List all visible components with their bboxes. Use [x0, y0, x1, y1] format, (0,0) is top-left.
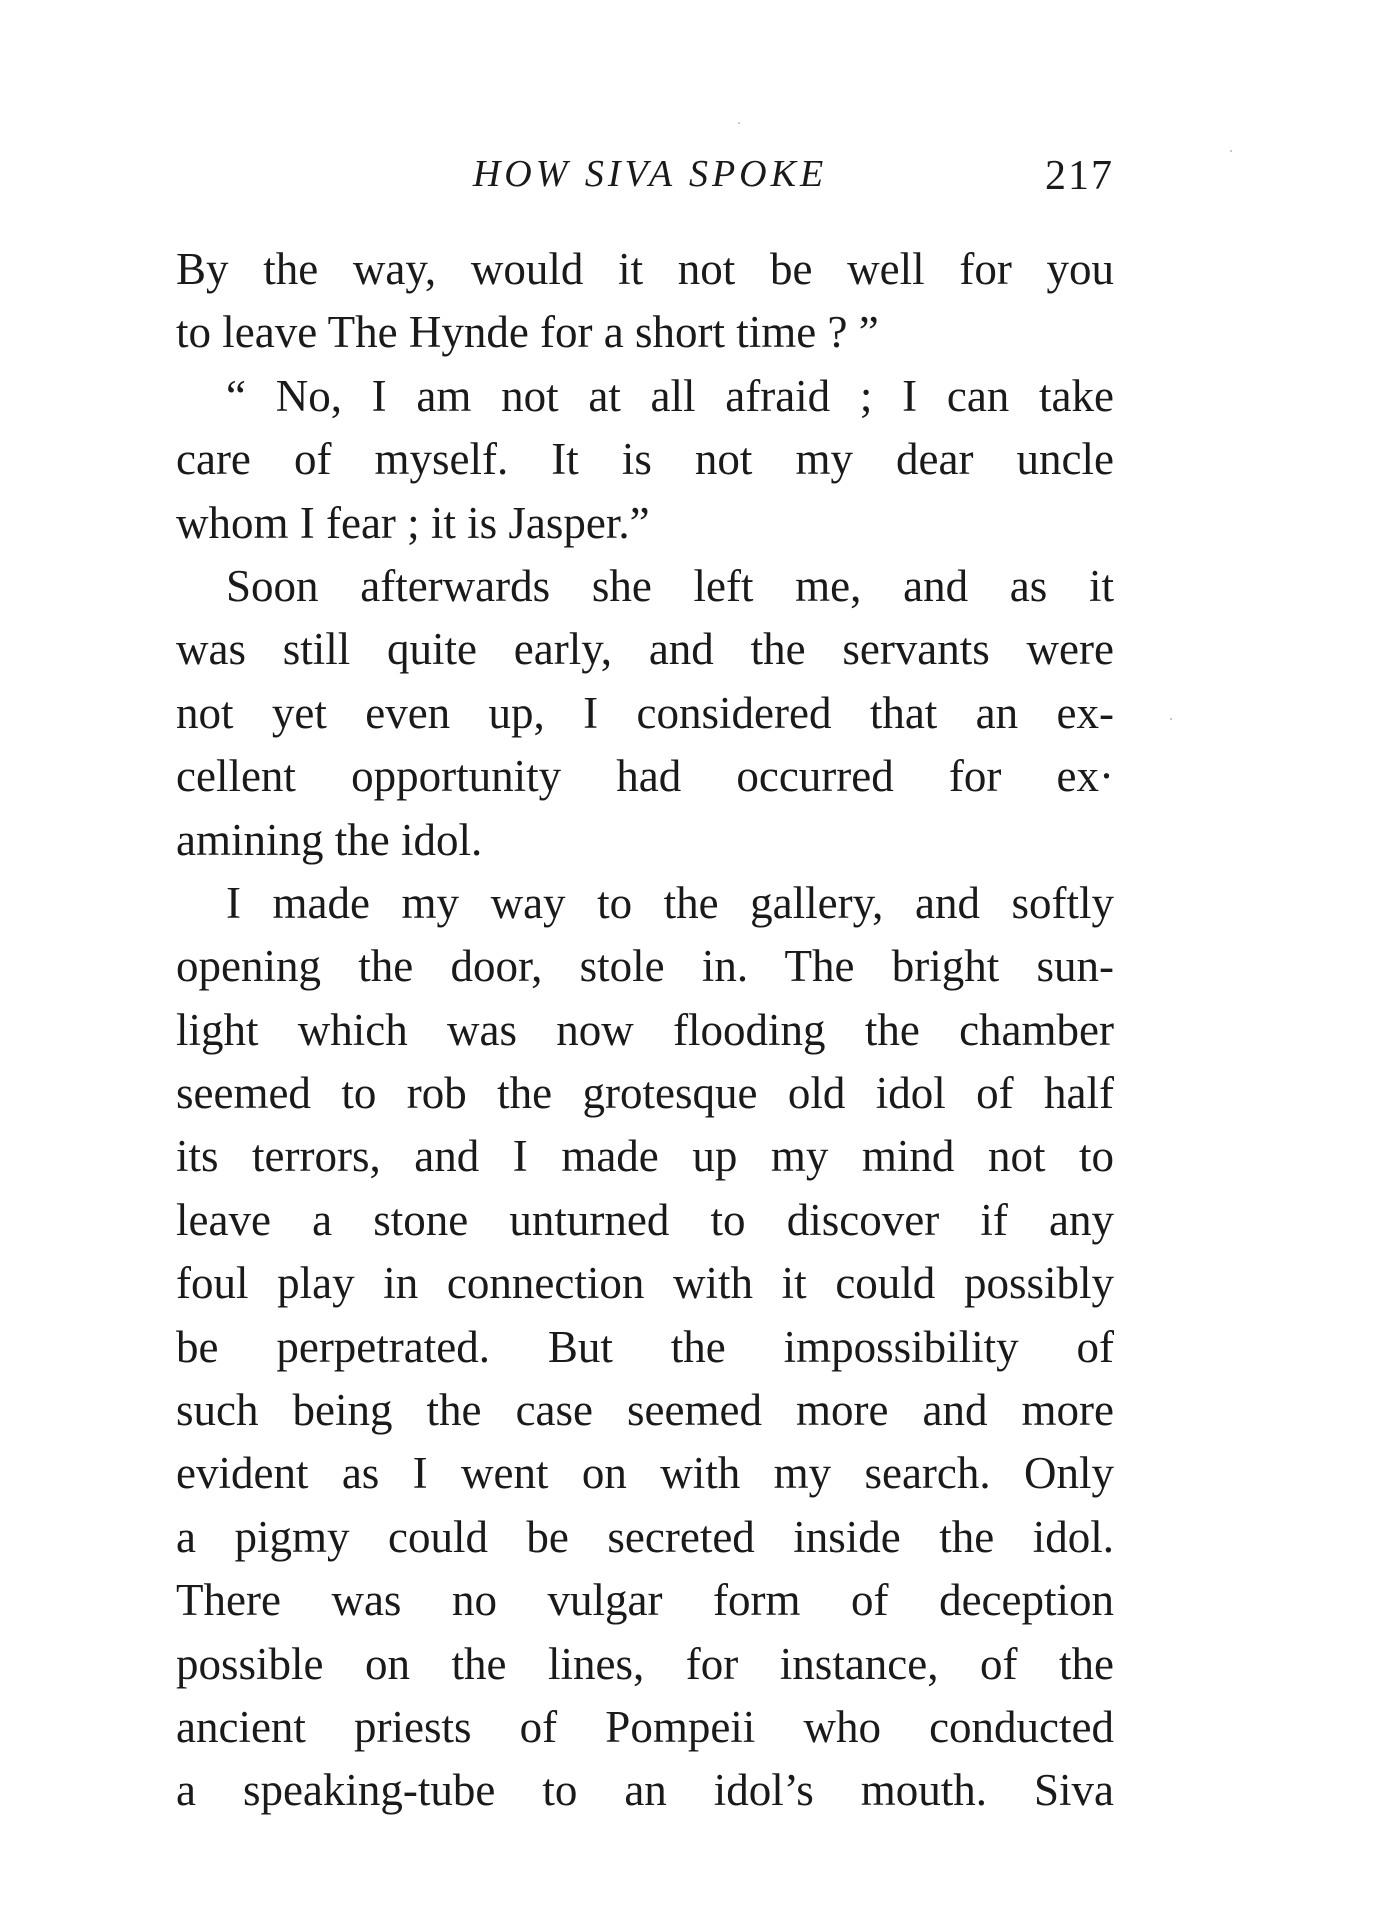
text-line: a speaking-tube to an idol’s mouth. Siva	[176, 1765, 1114, 1816]
text-line: ancient priests of Pompeii who conducted	[176, 1701, 1114, 1752]
text-line: evident as I went on with my search. Only	[176, 1448, 1114, 1499]
text-line: was still quite early, and the servants were	[176, 624, 1114, 675]
running-head	[176, 152, 1114, 212]
scan-speck	[1230, 150, 1232, 152]
text-line: “ No, I am not at all afraid ; I can take	[226, 370, 1114, 421]
text-line: There was no vulgar form of deception	[176, 1575, 1114, 1626]
text-line: a pigmy could be secreted inside the idol.	[176, 1511, 1114, 1562]
text-line: whom I fear ; it is Jasper.”	[176, 497, 650, 548]
text-line: foul play in connection with it could possibly	[176, 1258, 1114, 1309]
text-line: its terrors, and I made up my mind not to	[176, 1131, 1114, 1182]
text-line: not yet even up, I considered that an ex-	[176, 687, 1114, 738]
text-line: Soon afterwards she left me, and as it	[226, 560, 1114, 611]
page-number: 217	[1045, 153, 1114, 199]
running-title: HOW SIVA SPOKE	[472, 153, 828, 195]
text-line: light which was now flooding the chamber	[176, 1004, 1114, 1055]
body-text	[176, 238, 1114, 1823]
scan-speck	[1170, 718, 1172, 720]
text-line: leave a stone unturned to discover if any	[176, 1194, 1114, 1245]
text-line: cellent opportunity had occurred for ex·	[176, 751, 1114, 802]
text-line: care of myself. It is not my dear uncle	[176, 434, 1114, 485]
text-line: such being the case seemed more and more	[176, 1385, 1114, 1436]
text-line: opening the door, stole in. The bright sun-	[176, 941, 1114, 992]
scan-speck	[738, 122, 740, 124]
text-line: seemed to rob the grotesque old idol of half	[176, 1068, 1114, 1119]
text-line: be perpetrated. But the impossibility of	[176, 1321, 1114, 1372]
text-line: By the way, would it not be well for you	[176, 244, 1114, 294]
text-line: I made my way to the gallery, and softly	[226, 877, 1114, 928]
text-line: amining the idol.	[176, 814, 483, 865]
text-line: possible on the lines, for instance, of the	[176, 1638, 1114, 1689]
text-line: to leave The Hynde for a short time ? ”	[176, 307, 879, 358]
